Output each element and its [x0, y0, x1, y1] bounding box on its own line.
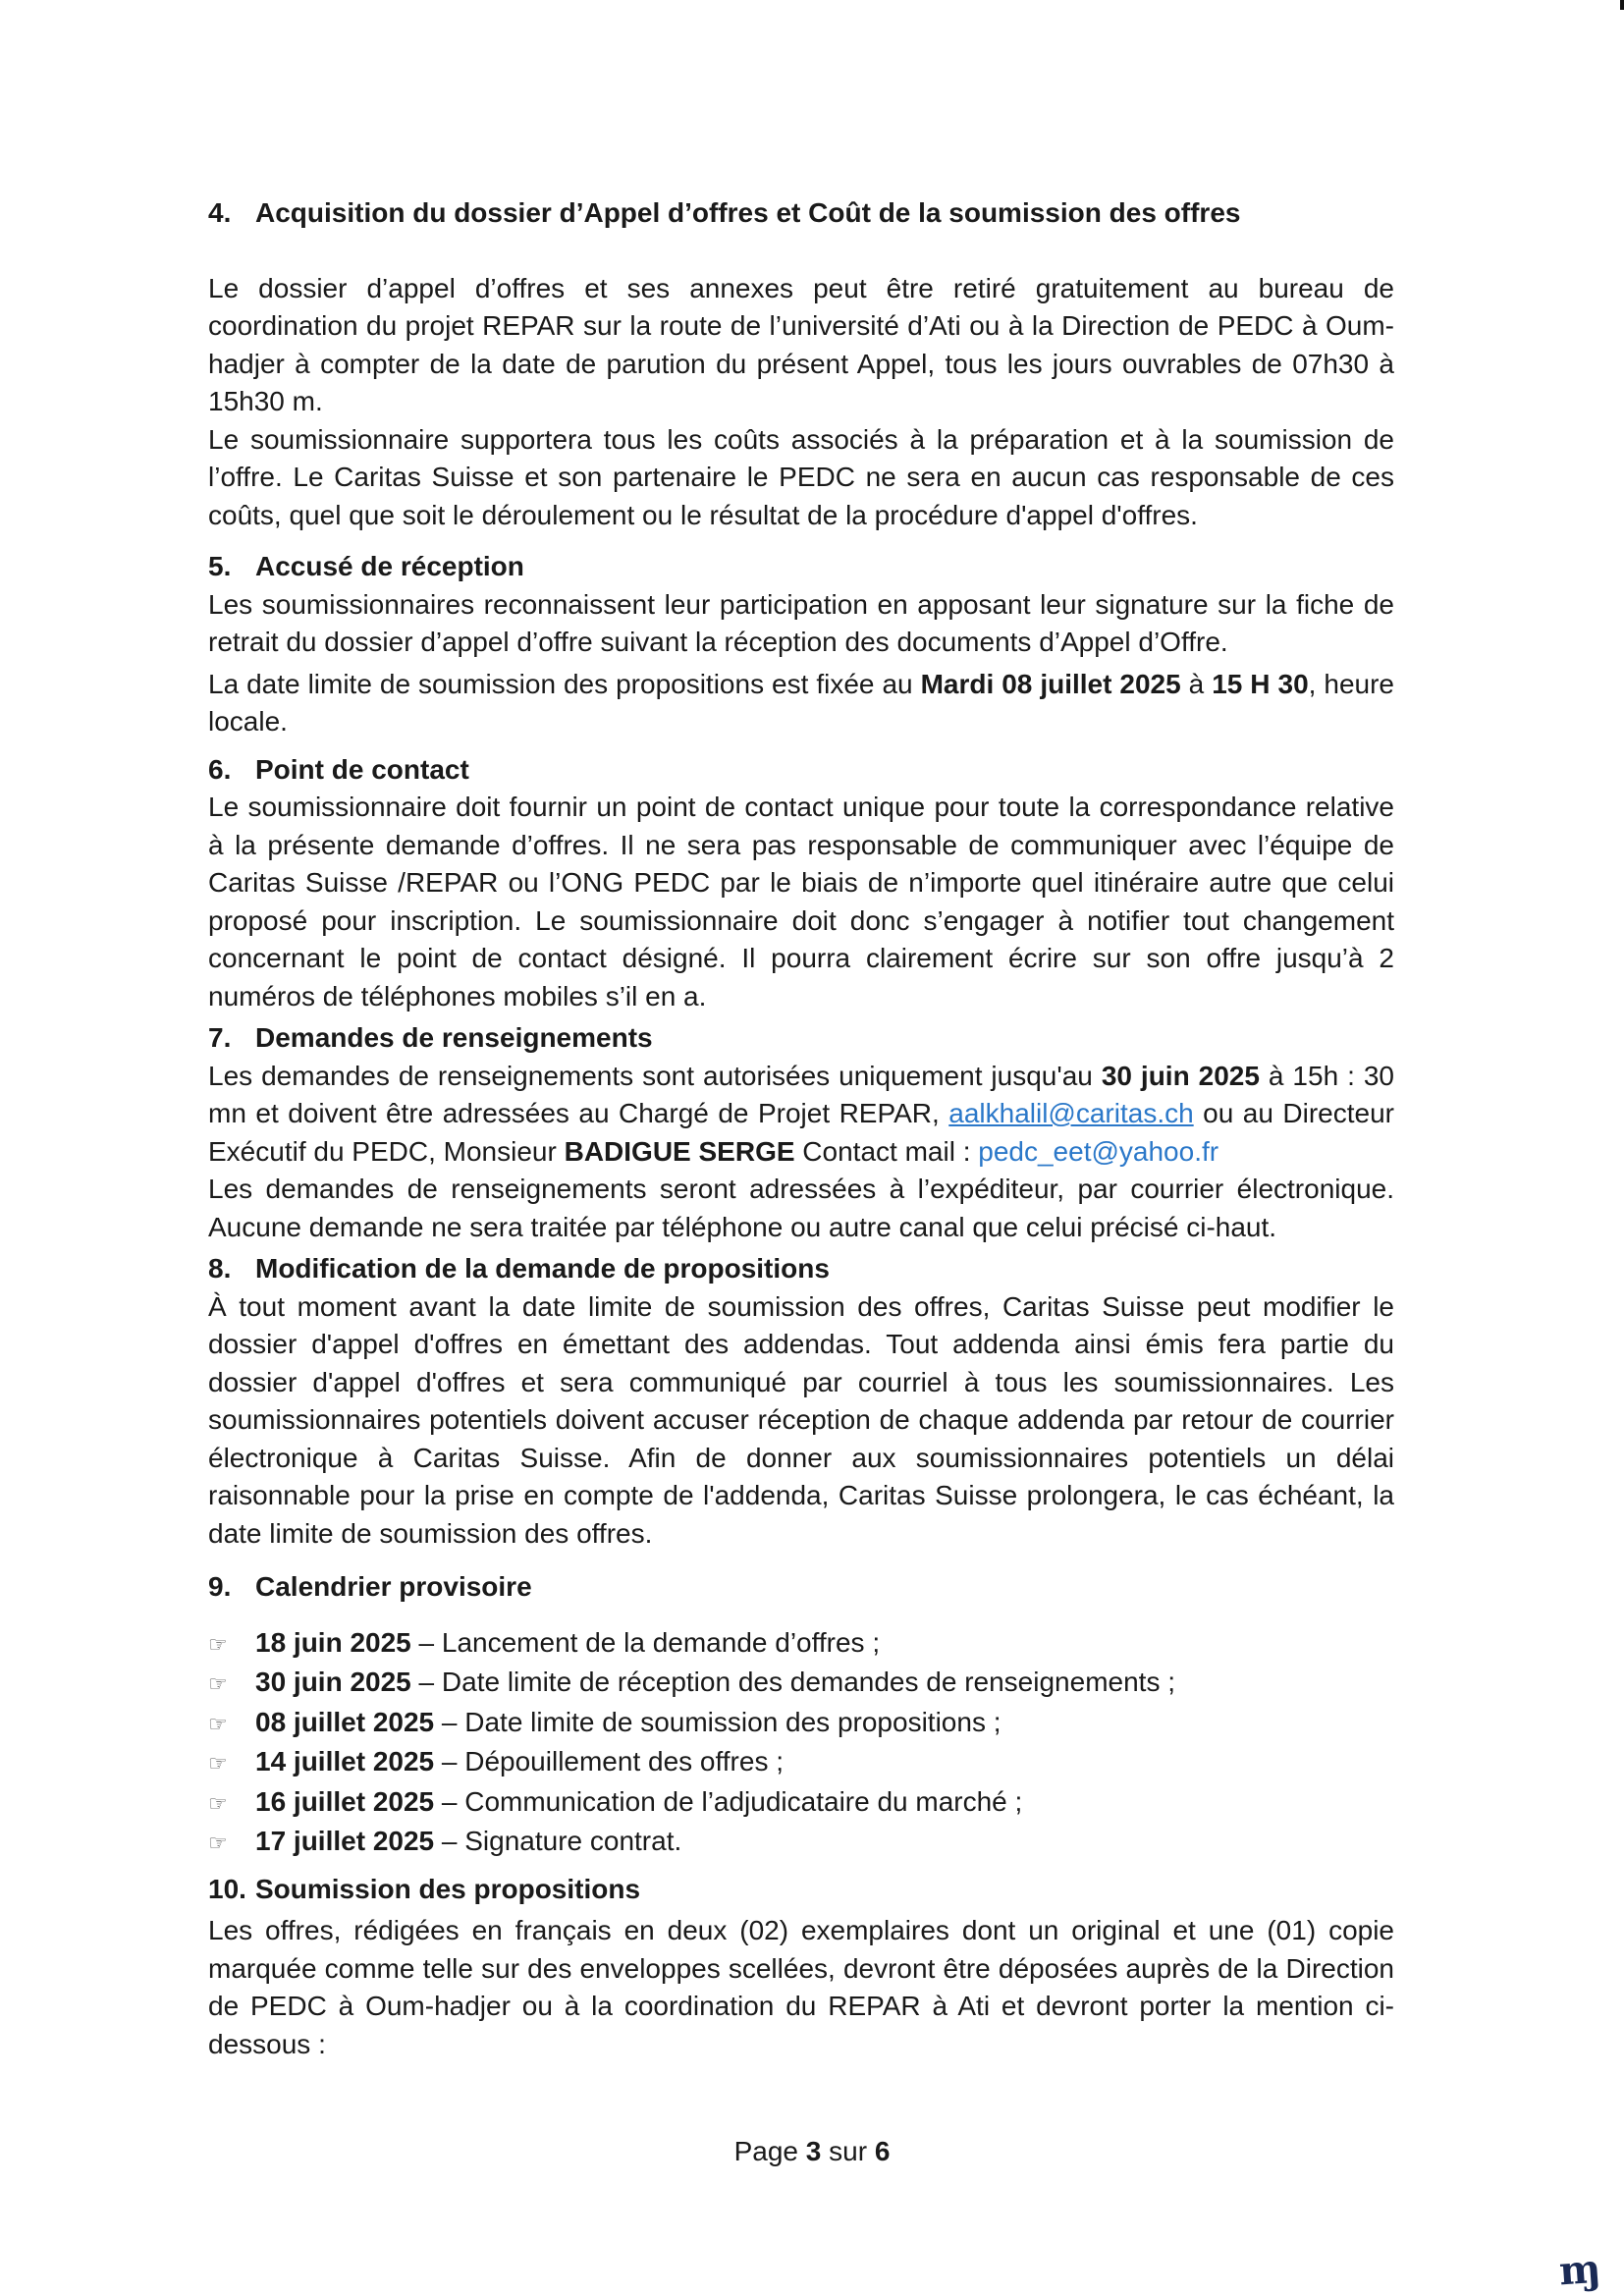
pointing-hand-icon: ☞ — [208, 1751, 228, 1776]
deadline-date: Mardi 08 juillet 2025 — [920, 668, 1181, 699]
section-title: Point de contact — [255, 753, 469, 785]
email-link-pedc[interactable]: pedc_eet@yahoo.fr — [978, 1135, 1219, 1167]
section-number: 6. — [208, 753, 232, 785]
text-run: à — [1180, 668, 1213, 699]
page-number: 3 — [805, 2136, 822, 2166]
schedule-date: 16 juillet 2025 — [255, 1785, 435, 1817]
schedule-item — [208, 1704, 1394, 1744]
pointing-hand-icon: ☞ — [208, 1711, 228, 1736]
section-number: 9. — [208, 1571, 232, 1602]
schedule-text: – Date limite de réception des demandes de renseignements ; — [410, 1667, 1175, 1697]
schedule-date: 18 juin 2025 — [255, 1626, 411, 1658]
page-total: 6 — [874, 2136, 891, 2166]
schedule-date: 30 juin 2025 — [255, 1667, 411, 1697]
page-footer — [0, 2136, 1624, 2167]
schedule-text: – Lancement de la demande d’offres ; — [410, 1626, 881, 1658]
section-number: 4. — [208, 197, 232, 228]
section-number: 8. — [208, 1253, 232, 1284]
section-8-paragraph-1: À tout moment avant la date limite de soumission des offres, Caritas Suisse peut modifier le dossier d'appel d'offres en émettant des addendas. Tout addenda ainsi émis fera partie du dossier d'appel d'offres et sera communiqué par courriel à tous les soumissionnaires. Les soumissionnaires potentiels doivent accuser réception de chaque addenda par retour de courrier électronique à Caritas Suisse. Afin de donner aux soumissionnaires potentiels un délai raisonnable pour la prise en compte de l'addenda, Caritas Suisse prolongera, le cas échéant, la date limite de soumission des offres. — [208, 1290, 1394, 1549]
section-number: 7. — [208, 1022, 232, 1053]
text-run: La date limite de soumission des propositions est fixée au — [208, 668, 921, 699]
section-5-heading — [208, 548, 1394, 586]
section-title: Acquisition du dossier d’Appel d’offres et Coût de la soumission des offres — [255, 197, 1241, 228]
section-title: Soumission des propositions — [255, 1873, 641, 1904]
section-8-heading — [208, 1250, 1394, 1288]
section-number: 5. — [208, 551, 232, 581]
text-run: Les demandes de renseignements sont autorisées uniquement jusqu'au — [208, 1060, 1102, 1091]
schedule-text: – Communication de l’adjudicataire du marché ; — [434, 1785, 1023, 1817]
section-title: Modification de la demande de propositions — [255, 1253, 830, 1284]
director-name: BADIGUE SERGE — [564, 1135, 795, 1167]
schedule-text: – Signature contrat. — [434, 1826, 682, 1856]
pointing-hand-icon: ☞ — [208, 1831, 228, 1855]
section-title: Calendrier provisoire — [255, 1571, 532, 1602]
schedule-item — [208, 1624, 1394, 1665]
section-9-heading — [208, 1568, 1394, 1607]
schedule-date: 08 juillet 2025 — [255, 1706, 435, 1737]
initials-signature: ɱ — [1557, 2245, 1602, 2295]
deadline-time: 15 H 30 — [1212, 668, 1309, 699]
section-7-paragraph-2: Les demandes de renseignements seront adressées à l’expéditeur, par courrier électronique. Aucune demande ne sera traitée par téléphone ou autre canal que celui précisé ci-haut. — [208, 1174, 1394, 1242]
schedule-date: 17 juillet 2025 — [255, 1826, 435, 1856]
page-label: Page — [733, 2136, 806, 2166]
section-4-heading — [208, 194, 1394, 233]
section-4-paragraph-2: Le soumissionnaire supportera tous les coûts associés à la préparation et à la soumission de l’offre. Le Caritas Suisse et son partenaire le PEDC ne sera en aucun cas responsable de ces coûts, quel que soit le déroulement ou le résultat de la procédure d'appel d'offres. — [208, 423, 1394, 530]
text-run: , heure locale. — [208, 668, 1394, 737]
schedule-text: – Dépouillement des offres ; — [434, 1746, 785, 1777]
section-10-heading — [208, 1871, 1394, 1909]
section-5-paragraph-1: Les soumissionnaires reconnaissent leur participation en apposant leur signature sur la fiche de retrait du dossier d’appel d’offre suivant la réception des documents d’Appel d’Offre. — [208, 588, 1394, 657]
schedule-item — [208, 1823, 1394, 1863]
section-5-paragraph-2 — [208, 666, 1394, 741]
text-run: à 15h : 30 mn et doivent être adressées au Chargé de Projet REPAR, — [208, 1060, 1394, 1128]
schedule-item — [208, 1743, 1394, 1783]
section-6-paragraph-1: Le soumissionnaire doit fournir un point de contact unique pour toute la correspondance relative à la présente demande d’offres. Il ne sera pas responsable de communiquer avec l’équipe de Caritas Suisse /REPAR ou l’ONG PEDC par le biais de n’importe quel itinéraire autre que celui proposé pour inscription. Le soumissionnaire doit donc s’engager à notifier tout changement concernant le point de contact désigné. Il pourra clairement écrire sur son offre jusqu’à 2 numéros de téléphones mobiles s’il en a. — [208, 792, 1394, 1011]
inquiry-deadline: 30 juin 2025 — [1101, 1060, 1260, 1091]
email-link-caritas[interactable]: aalkhalil@caritas.ch — [948, 1098, 1194, 1128]
section-7-heading — [208, 1019, 1394, 1058]
section-title: Demandes de renseignements — [255, 1022, 653, 1053]
of-label: sur — [821, 2136, 875, 2166]
section-4-paragraph-1: Le dossier d’appel d’offres et ses annexes peut être retiré gratuitement au bureau de coordination du projet REPAR sur la route de l’université d’Ati ou à la Direction de PEDC à Oum-hadjer à compter de la date de parution du présent Appel, tous les jours ouvrables de 07h30 à 15h30 m. — [208, 272, 1394, 416]
schedule-list — [208, 1624, 1394, 1863]
section-7-paragraph-1 — [208, 1058, 1394, 1172]
text-run: Contact mail : — [794, 1135, 979, 1167]
document-body — [208, 194, 1394, 2063]
pointing-hand-icon: ☞ — [208, 1790, 228, 1816]
section-6-heading — [208, 751, 1394, 790]
section-title: Accusé de réception — [255, 551, 524, 581]
schedule-item — [208, 1783, 1394, 1824]
schedule-item — [208, 1664, 1394, 1704]
pointing-hand-icon: ☞ — [208, 1671, 228, 1696]
schedule-date: 14 juillet 2025 — [255, 1746, 435, 1777]
section-number: 10. — [208, 1873, 246, 1904]
text-run: ou au Directeur Exécutif du PEDC, Monsieur — [208, 1098, 1394, 1167]
section-10-paragraph-1: Les offres, rédigées en français en deux (02) exemplaires dont un original et une (01) copie marquée comme telle sur des enveloppes scellées, devront être déposées auprès de la Direction de PEDC à Oum-hadjer ou à la coordination du REPAR à Ati et devront porter la mention ci-dessous : — [208, 1915, 1394, 2059]
schedule-text: – Date limite de soumission des propositions ; — [434, 1706, 1001, 1737]
pointing-hand-icon: ☞ — [208, 1631, 228, 1657]
scan-corner-mark — [1620, 0, 1624, 10]
